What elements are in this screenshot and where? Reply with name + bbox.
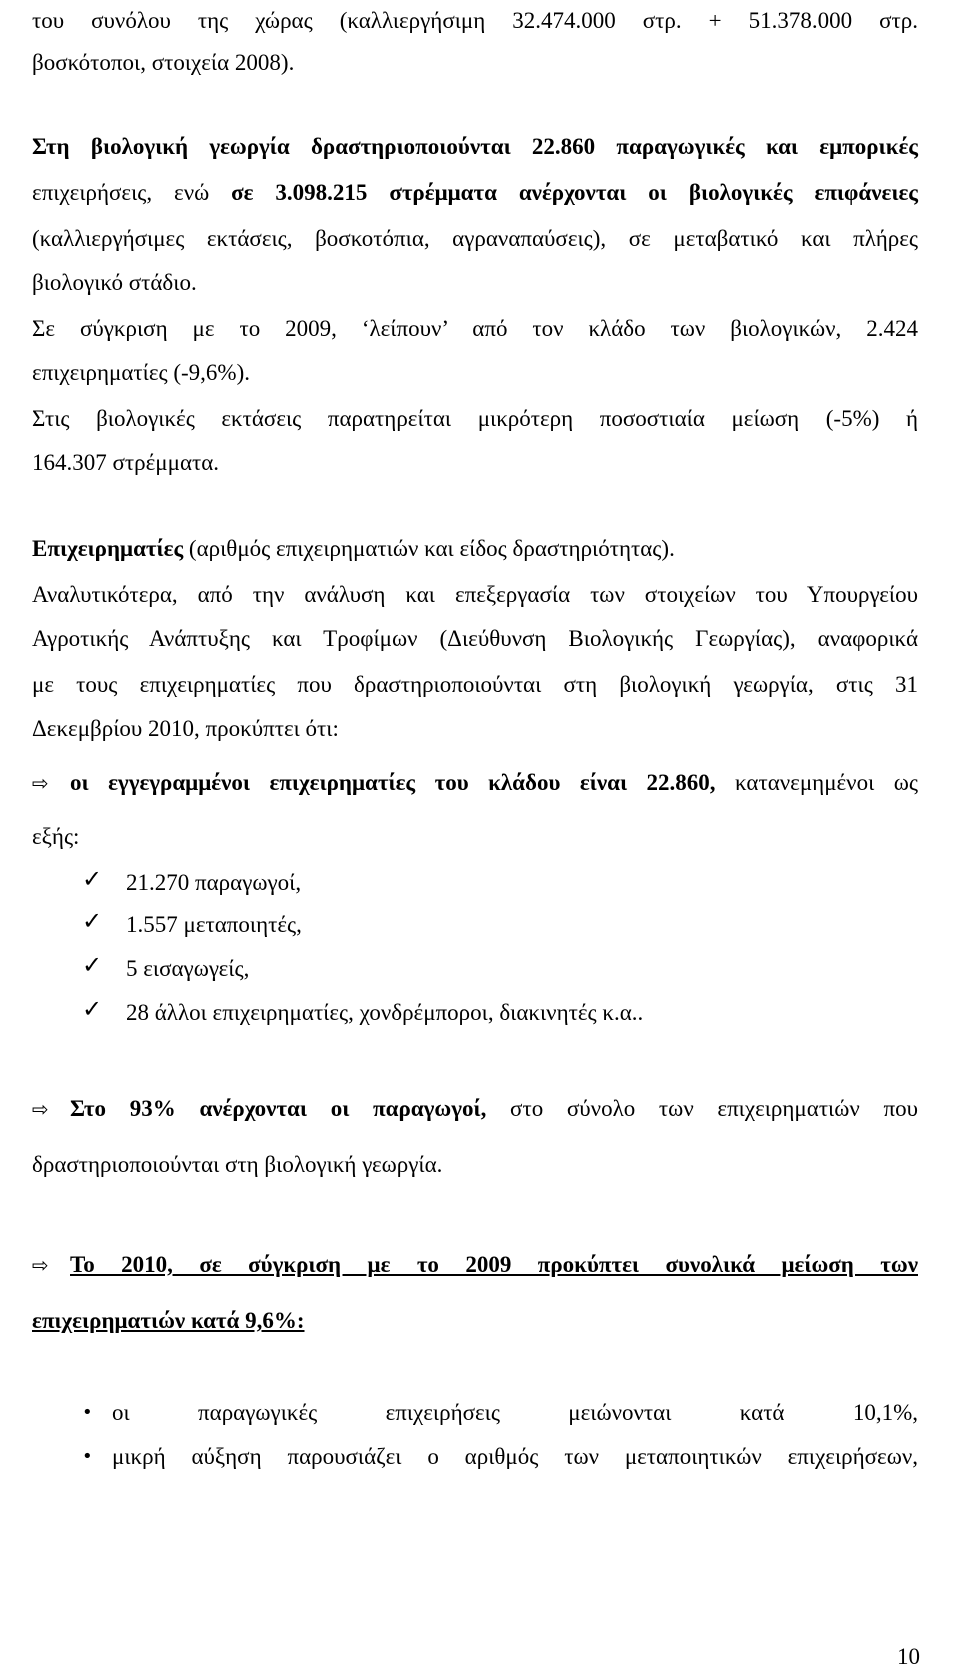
text-line: βιολογικό στάδιο. — [32, 270, 197, 295]
text-line: Δεκεμβρίου 2010, προκύπτει ότι: — [32, 716, 339, 741]
arrow-icon: ⇨ — [32, 1253, 49, 1277]
text-line: δραστηριοποιούνται στη βιολογική γεωργία. — [32, 1152, 443, 1177]
page-number: 10 — [897, 1644, 920, 1669]
list-item: μικρή αύξηση παρουσιάζει ο αριθμός των μεταποιητικών επιχειρήσεων, — [112, 1444, 918, 1469]
arrow-icon: ⇨ — [32, 771, 49, 795]
text-line: Αγροτικής Ανάπτυξης και Τροφίμων (Διεύθυνση Βιολογικής Γεωργίας), αναφορικά — [32, 626, 918, 651]
text-line: εξής: — [32, 824, 80, 849]
bullet-icon: • — [82, 1402, 93, 1423]
arrow-item: ⇨ οι εγγεγραμμένοι επιχειρηματίες του κλάδου είναι 22.860, κατανεμημένοι ως — [32, 768, 918, 798]
list-item: 28 άλλοι επιχειρηματίες, χονδρέμποροι, διακινητές κ.α.. — [126, 1000, 644, 1025]
list-item: 5 εισαγωγείς, — [126, 956, 250, 981]
arrow-item: ⇨ Στο 93% ανέρχονται οι παραγωγοί, στο σύνολο των επιχειρηματιών που — [32, 1094, 918, 1124]
text-line: με τους επιχειρηματίες που δραστηριοποιούνται στη βιολογική γεωργία, στις 31 — [32, 672, 918, 697]
text-line: επιχειρηματίες (-9,6%). — [32, 360, 250, 385]
text-line: 164.307 στρέμματα. — [32, 450, 220, 475]
text-line: του συνόλου της χώρας (καλλιεργήσιμη 32.474.000 στρ. + 51.378.000 στρ. — [32, 8, 918, 33]
section-heading: Επιχειρηματίες (αριθμός επιχειρηματιών και είδος δραστηριότητας). — [32, 536, 675, 561]
list-item: 21.270 παραγωγοί, — [126, 870, 302, 895]
list-item: 1.557 μεταποιητές, — [126, 912, 302, 937]
arrow-icon: ⇨ — [32, 1097, 49, 1121]
text-line: βοσκότοποι, στοιχεία 2008). — [32, 50, 295, 75]
text-line: επιχειρηματιών κατά 9,6%: — [32, 1308, 305, 1333]
text-line: Αναλυτικότερα, από την ανάλυση και επεξεργασία των στοιχείων του Υπουργείου — [32, 582, 918, 607]
arrow-item: ⇨ Το 2010, σε σύγκριση με το 2009 προκύπτει συνολικά μείωση των — [32, 1250, 918, 1280]
text-line: επιχειρήσεις, ενώ σε 3.098.215 στρέμματα ανέρχονται οι βιολογικές επιφάνειες — [32, 180, 918, 205]
text-line: Στις βιολογικές εκτάσεις παρατηρείται μικρότερη ποσοστιαία μείωση (-5%) ή — [32, 406, 918, 431]
list-item: οι παραγωγικές επιχειρήσεις μειώνονται κατά 10,1%, — [112, 1400, 918, 1425]
check-icon: ✓ — [82, 995, 103, 1023]
check-icon: ✓ — [82, 951, 103, 979]
check-icon: ✓ — [82, 907, 103, 935]
bullet-icon: • — [82, 1446, 93, 1467]
text-line: Σε σύγκριση με το 2009, ‘λείπουν’ από τον κλάδο των βιολογικών, 2.424 — [32, 316, 918, 341]
check-icon: ✓ — [82, 865, 103, 893]
text-line: (καλλιεργήσιμες εκτάσεις, βοσκοτόπια, αγραναπαύσεις), σε μεταβατικό και πλήρες — [32, 226, 918, 251]
text-line: Στη βιολογική γεωργία δραστηριοποιούνται 22.860 παραγωγικές και εμπορικές — [32, 134, 918, 159]
